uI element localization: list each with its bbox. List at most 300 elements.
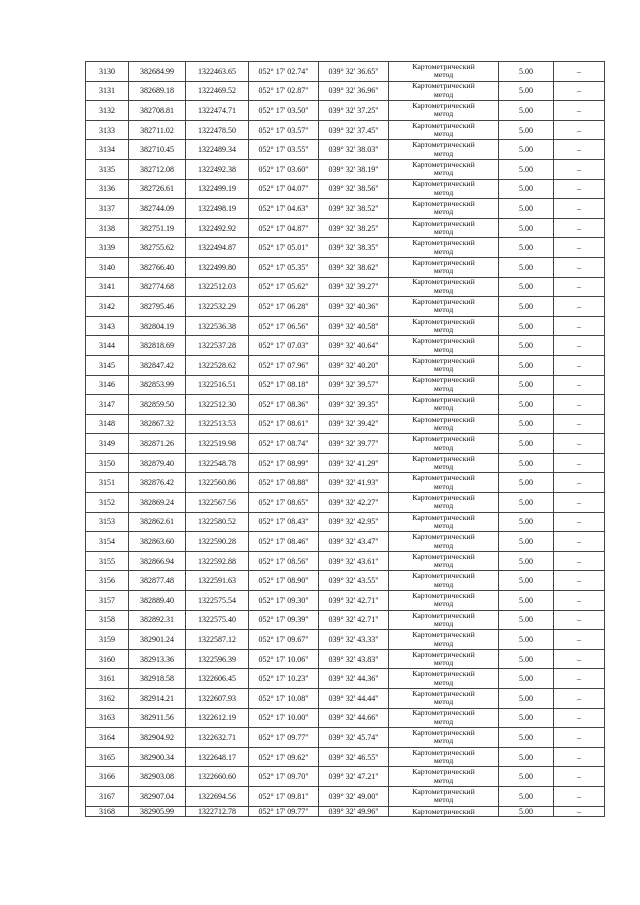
note-cell: – — [554, 610, 605, 630]
longitude-cell: 039° 32' 42.71" — [319, 591, 389, 611]
method-label-line2: метод — [433, 677, 454, 687]
method-cell — [389, 532, 499, 552]
table-row — [86, 630, 605, 650]
accuracy-cell: 5.00 — [499, 532, 554, 552]
method-label-line1: Картометрический — [412, 688, 475, 698]
x-coordinate-cell: 382911.56 — [129, 708, 186, 728]
x-coordinate-cell: 382905.99 — [129, 806, 186, 816]
method-cell — [389, 708, 499, 728]
method-cell — [389, 591, 499, 611]
latitude-cell: 052° 17' 07.03" — [249, 336, 319, 356]
method-label-line1: Картометрический — [412, 120, 475, 130]
note-cell: – — [554, 355, 605, 375]
x-coordinate-cell: 382744.09 — [129, 199, 186, 219]
method-label-line1: Картометрический — [412, 610, 475, 620]
latitude-cell: 052° 17' 10.06" — [249, 649, 319, 669]
method-label-line2: метод — [433, 344, 454, 354]
longitude-cell: 039° 32' 38.62" — [319, 257, 389, 277]
table-row — [86, 336, 605, 356]
table-row — [86, 414, 605, 434]
latitude-cell: 052° 17' 09.67" — [249, 630, 319, 650]
accuracy-cell: 5.00 — [499, 786, 554, 806]
method-label-line2: метод — [433, 109, 454, 119]
note-cell: – — [554, 101, 605, 121]
note-cell: – — [554, 395, 605, 415]
method-label-line1: Картометрический — [412, 297, 475, 307]
method-cell — [389, 610, 499, 630]
y-coordinate-cell: 1322596.39 — [186, 649, 249, 669]
point-number-cell: 3145 — [86, 355, 129, 375]
method-cell — [389, 414, 499, 434]
x-coordinate-cell: 382892.31 — [129, 610, 186, 630]
point-number-cell: 3158 — [86, 610, 129, 630]
latitude-cell: 052° 17' 08.56" — [249, 551, 319, 571]
x-coordinate-cell: 382867.32 — [129, 414, 186, 434]
table-row — [86, 434, 605, 454]
table-row — [86, 238, 605, 258]
longitude-cell: 039° 32' 40.36" — [319, 297, 389, 317]
accuracy-cell: 5.00 — [499, 571, 554, 591]
method-cell — [389, 669, 499, 689]
table-row — [86, 767, 605, 787]
note-cell: – — [554, 453, 605, 473]
table-row — [86, 806, 605, 816]
accuracy-cell: 5.00 — [499, 140, 554, 160]
latitude-cell: 052° 17' 10.23" — [249, 669, 319, 689]
point-number-cell: 3154 — [86, 532, 129, 552]
latitude-cell: 052° 17' 05.62" — [249, 277, 319, 297]
point-number-cell: 3142 — [86, 297, 129, 317]
method-label-line2: метод — [433, 442, 454, 452]
method-label-line2: метод — [433, 501, 454, 511]
point-number-cell: 3134 — [86, 140, 129, 160]
note-cell: – — [554, 414, 605, 434]
method-label-line1: Картометрический — [412, 551, 475, 561]
accuracy-cell: 5.00 — [499, 81, 554, 101]
table-row — [86, 473, 605, 493]
y-coordinate-cell: 1322513.53 — [186, 414, 249, 434]
table-row — [86, 159, 605, 179]
latitude-cell: 052° 17' 09.39" — [249, 610, 319, 630]
note-cell: – — [554, 571, 605, 591]
y-coordinate-cell: 1322498.19 — [186, 199, 249, 219]
note-cell: – — [554, 159, 605, 179]
note-cell: – — [554, 591, 605, 611]
method-label-line1: Картометрический — [412, 492, 475, 502]
point-number-cell: 3140 — [86, 257, 129, 277]
longitude-cell: 039° 32' 36.96" — [319, 81, 389, 101]
method-label-line2: метод — [433, 207, 454, 217]
note-cell: – — [554, 708, 605, 728]
point-number-cell: 3148 — [86, 414, 129, 434]
point-number-cell: 3165 — [86, 747, 129, 767]
method-label-line2: метод — [433, 285, 454, 295]
y-coordinate-cell: 1322512.03 — [186, 277, 249, 297]
note-cell: – — [554, 62, 605, 82]
y-coordinate-cell: 1322587.12 — [186, 630, 249, 650]
point-number-cell: 3133 — [86, 120, 129, 140]
x-coordinate-cell: 382907.04 — [129, 786, 186, 806]
accuracy-cell: 5.00 — [499, 277, 554, 297]
x-coordinate-cell: 382918.58 — [129, 669, 186, 689]
point-number-cell: 3168 — [86, 806, 129, 816]
method-label-line1: Картометрический — [412, 806, 475, 816]
x-coordinate-cell: 382804.19 — [129, 316, 186, 336]
point-number-cell: 3159 — [86, 630, 129, 650]
latitude-cell: 052° 17' 09.30" — [249, 591, 319, 611]
y-coordinate-cell: 1322548.78 — [186, 453, 249, 473]
method-cell — [389, 551, 499, 571]
method-label-line2: метод — [433, 481, 454, 491]
longitude-cell: 039° 32' 37.25" — [319, 101, 389, 121]
method-label-line2: метод — [433, 89, 454, 99]
method-cell — [389, 689, 499, 709]
point-number-cell: 3150 — [86, 453, 129, 473]
note-cell: – — [554, 434, 605, 454]
method-label-line2: метод — [433, 305, 454, 315]
method-label-line1: Картометрический — [412, 316, 475, 326]
point-number-cell: 3139 — [86, 238, 129, 258]
accuracy-cell: 5.00 — [499, 375, 554, 395]
accuracy-cell: 5.00 — [499, 610, 554, 630]
note-cell: – — [554, 786, 605, 806]
table-row — [86, 512, 605, 532]
latitude-cell: 052° 17' 10.00" — [249, 708, 319, 728]
accuracy-cell: 5.00 — [499, 669, 554, 689]
latitude-cell: 052° 17' 09.70" — [249, 767, 319, 787]
y-coordinate-cell: 1322632.71 — [186, 728, 249, 748]
latitude-cell: 052° 17' 03.60" — [249, 159, 319, 179]
y-coordinate-cell: 1322607.93 — [186, 689, 249, 709]
accuracy-cell: 5.00 — [499, 257, 554, 277]
method-label-line1: Картометрический — [412, 238, 475, 248]
table-row — [86, 728, 605, 748]
accuracy-cell: 5.00 — [499, 473, 554, 493]
point-number-cell: 3151 — [86, 473, 129, 493]
y-coordinate-cell: 1322499.19 — [186, 179, 249, 199]
point-number-cell: 3130 — [86, 62, 129, 82]
point-number-cell: 3166 — [86, 767, 129, 787]
table-row — [86, 375, 605, 395]
accuracy-cell: 5.00 — [499, 395, 554, 415]
x-coordinate-cell: 382774.68 — [129, 277, 186, 297]
table-row — [86, 747, 605, 767]
accuracy-cell: 5.00 — [499, 434, 554, 454]
longitude-cell: 039° 32' 49.00" — [319, 786, 389, 806]
accuracy-cell: 5.00 — [499, 728, 554, 748]
accuracy-cell: 5.00 — [499, 806, 554, 816]
y-coordinate-cell: 1322660.60 — [186, 767, 249, 787]
x-coordinate-cell: 382711.02 — [129, 120, 186, 140]
method-label-line1: Картометрический — [412, 786, 475, 796]
note-cell: – — [554, 81, 605, 101]
accuracy-cell: 5.00 — [499, 120, 554, 140]
method-cell — [389, 159, 499, 179]
method-cell — [389, 786, 499, 806]
x-coordinate-cell: 382901.24 — [129, 630, 186, 650]
note-cell: – — [554, 728, 605, 748]
accuracy-cell: 5.00 — [499, 649, 554, 669]
x-coordinate-cell: 382853.99 — [129, 375, 186, 395]
table-row — [86, 689, 605, 709]
accuracy-cell: 5.00 — [499, 355, 554, 375]
longitude-cell: 039° 32' 40.64" — [319, 336, 389, 356]
y-coordinate-cell: 1322567.56 — [186, 493, 249, 513]
table-row — [86, 277, 605, 297]
method-label-line1: Картометрический — [412, 630, 475, 640]
latitude-cell: 052° 17' 09.62" — [249, 747, 319, 767]
method-label-line1: Картометрический — [412, 649, 475, 659]
latitude-cell: 052° 17' 09.77" — [249, 806, 319, 816]
method-label-line1: Картометрический — [412, 434, 475, 444]
y-coordinate-cell: 1322575.54 — [186, 591, 249, 611]
method-cell — [389, 316, 499, 336]
method-label-line1: Картометрический — [412, 81, 475, 91]
method-label-line1: Картометрический — [412, 473, 475, 483]
longitude-cell: 039° 32' 41.29" — [319, 453, 389, 473]
longitude-cell: 039° 32' 41.93" — [319, 473, 389, 493]
x-coordinate-cell: 382866.94 — [129, 551, 186, 571]
longitude-cell: 039° 32' 38.03" — [319, 140, 389, 160]
point-number-cell: 3149 — [86, 434, 129, 454]
y-coordinate-cell: 1322592.88 — [186, 551, 249, 571]
table-row — [86, 355, 605, 375]
note-cell: – — [554, 649, 605, 669]
latitude-cell: 052° 17' 02.74" — [249, 62, 319, 82]
method-label-line2: метод — [433, 540, 454, 550]
point-number-cell: 3153 — [86, 512, 129, 532]
latitude-cell: 052° 17' 08.18" — [249, 375, 319, 395]
longitude-cell: 039° 32' 37.45" — [319, 120, 389, 140]
latitude-cell: 052° 17' 08.74" — [249, 434, 319, 454]
method-cell — [389, 649, 499, 669]
y-coordinate-cell: 1322606.45 — [186, 669, 249, 689]
point-number-cell: 3136 — [86, 179, 129, 199]
x-coordinate-cell: 382913.36 — [129, 649, 186, 669]
method-cell — [389, 140, 499, 160]
y-coordinate-cell: 1322494.87 — [186, 238, 249, 258]
y-coordinate-cell: 1322489.34 — [186, 140, 249, 160]
x-coordinate-cell: 382795.46 — [129, 297, 186, 317]
method-label-line2: метод — [433, 658, 454, 668]
method-label-line1: Картометрический — [412, 512, 475, 522]
table-row — [86, 257, 605, 277]
point-number-cell: 3161 — [86, 669, 129, 689]
y-coordinate-cell: 1322519.98 — [186, 434, 249, 454]
x-coordinate-cell: 382879.40 — [129, 453, 186, 473]
accuracy-cell: 5.00 — [499, 62, 554, 82]
method-label-line1: Картометрический — [412, 708, 475, 718]
point-number-cell: 3163 — [86, 708, 129, 728]
x-coordinate-cell: 382903.08 — [129, 767, 186, 787]
method-label-line2: метод — [433, 422, 454, 432]
longitude-cell: 039° 32' 44.36" — [319, 669, 389, 689]
longitude-cell: 039° 32' 44.66" — [319, 708, 389, 728]
longitude-cell: 039° 32' 43.55" — [319, 571, 389, 591]
latitude-cell: 052° 17' 03.55" — [249, 140, 319, 160]
method-label-line2: метод — [433, 756, 454, 766]
y-coordinate-cell: 1322612.19 — [186, 708, 249, 728]
method-cell — [389, 493, 499, 513]
method-label-line1: Картометрический — [412, 159, 475, 169]
accuracy-cell: 5.00 — [499, 747, 554, 767]
longitude-cell: 039° 32' 49.96" — [319, 806, 389, 816]
table-row — [86, 62, 605, 82]
x-coordinate-cell: 382689.18 — [129, 81, 186, 101]
method-label-line1: Картометрический — [412, 257, 475, 267]
latitude-cell: 052° 17' 04.07" — [249, 179, 319, 199]
y-coordinate-cell: 1322537.28 — [186, 336, 249, 356]
x-coordinate-cell: 382900.34 — [129, 747, 186, 767]
longitude-cell: 039° 32' 36.65" — [319, 62, 389, 82]
method-cell — [389, 355, 499, 375]
accuracy-cell: 5.00 — [499, 179, 554, 199]
method-cell — [389, 395, 499, 415]
y-coordinate-cell: 1322712.78 — [186, 806, 249, 816]
method-cell — [389, 238, 499, 258]
method-label-line2: метод — [433, 462, 454, 472]
note-cell: – — [554, 669, 605, 689]
longitude-cell: 039° 32' 40.20" — [319, 355, 389, 375]
table-row — [86, 669, 605, 689]
accuracy-cell: 5.00 — [499, 767, 554, 787]
latitude-cell: 052° 17' 02.87" — [249, 81, 319, 101]
x-coordinate-cell: 382876.42 — [129, 473, 186, 493]
longitude-cell: 039° 32' 43.83" — [319, 649, 389, 669]
x-coordinate-cell: 382871.26 — [129, 434, 186, 454]
longitude-cell: 039° 32' 38.25" — [319, 218, 389, 238]
method-label-line2: метод — [433, 579, 454, 589]
x-coordinate-cell: 382847.42 — [129, 355, 186, 375]
accuracy-cell: 5.00 — [499, 218, 554, 238]
longitude-cell: 039° 32' 38.35" — [319, 238, 389, 258]
method-label-line1: Картометрический — [412, 414, 475, 424]
table-row — [86, 179, 605, 199]
latitude-cell: 052° 17' 08.36" — [249, 395, 319, 415]
point-number-cell: 3156 — [86, 571, 129, 591]
longitude-cell: 039° 32' 42.27" — [319, 493, 389, 513]
table-row — [86, 101, 605, 121]
latitude-cell: 052° 17' 03.57" — [249, 120, 319, 140]
point-number-cell: 3138 — [86, 218, 129, 238]
y-coordinate-cell: 1322492.38 — [186, 159, 249, 179]
x-coordinate-cell: 382869.24 — [129, 493, 186, 513]
y-coordinate-cell: 1322528.62 — [186, 355, 249, 375]
accuracy-cell: 5.00 — [499, 551, 554, 571]
latitude-cell: 052° 17' 06.56" — [249, 316, 319, 336]
point-number-cell: 3144 — [86, 336, 129, 356]
latitude-cell: 052° 17' 05.35" — [249, 257, 319, 277]
method-cell — [389, 747, 499, 767]
method-label-line1: Картометрический — [412, 375, 475, 385]
method-label-line1: Картометрический — [412, 728, 475, 738]
method-label-line1: Картометрический — [412, 179, 475, 189]
y-coordinate-cell: 1322575.40 — [186, 610, 249, 630]
x-coordinate-cell: 382766.40 — [129, 257, 186, 277]
method-label-line1: Картометрический — [412, 590, 475, 600]
y-coordinate-cell: 1322478.50 — [186, 120, 249, 140]
latitude-cell: 052° 17' 08.88" — [249, 473, 319, 493]
method-cell — [389, 199, 499, 219]
point-number-cell: 3146 — [86, 375, 129, 395]
accuracy-cell: 5.00 — [499, 297, 554, 317]
accuracy-cell: 5.00 — [499, 512, 554, 532]
longitude-cell: 039° 32' 39.42" — [319, 414, 389, 434]
note-cell: – — [554, 532, 605, 552]
x-coordinate-cell: 382726.61 — [129, 179, 186, 199]
point-number-cell: 3132 — [86, 101, 129, 121]
x-coordinate-cell: 382863.60 — [129, 532, 186, 552]
x-coordinate-cell: 382684.99 — [129, 62, 186, 82]
method-label-line2: метод — [433, 736, 454, 746]
note-cell: – — [554, 277, 605, 297]
method-label-line2: метод — [433, 403, 454, 413]
point-number-cell: 3131 — [86, 81, 129, 101]
y-coordinate-cell: 1322694.56 — [186, 786, 249, 806]
y-coordinate-cell: 1322580.52 — [186, 512, 249, 532]
latitude-cell: 052° 17' 06.28" — [249, 297, 319, 317]
accuracy-cell: 5.00 — [499, 708, 554, 728]
method-cell — [389, 218, 499, 238]
accuracy-cell: 5.00 — [499, 238, 554, 258]
method-label-line1: Картометрический — [412, 747, 475, 757]
method-label-line2: метод — [433, 266, 454, 276]
note-cell: – — [554, 630, 605, 650]
table-row — [86, 532, 605, 552]
method-label-line2: метод — [433, 697, 454, 707]
longitude-cell: 039° 32' 47.21" — [319, 767, 389, 787]
accuracy-cell: 5.00 — [499, 414, 554, 434]
table-row — [86, 571, 605, 591]
longitude-cell: 039° 32' 39.35" — [319, 395, 389, 415]
y-coordinate-cell: 1322532.29 — [186, 297, 249, 317]
note-cell: – — [554, 199, 605, 219]
latitude-cell: 052° 17' 10.08" — [249, 689, 319, 709]
note-cell: – — [554, 179, 605, 199]
longitude-cell: 039° 32' 42.71" — [319, 610, 389, 630]
method-label-line2: метод — [433, 129, 454, 139]
y-coordinate-cell: 1322474.71 — [186, 101, 249, 121]
table-row — [86, 140, 605, 160]
table-row — [86, 297, 605, 317]
method-label-line1: Картометрический — [412, 669, 475, 679]
method-cell — [389, 336, 499, 356]
accuracy-cell: 5.00 — [499, 630, 554, 650]
latitude-cell: 052° 17' 08.43" — [249, 512, 319, 532]
table-row — [86, 199, 605, 219]
note-cell: – — [554, 689, 605, 709]
note-cell: – — [554, 806, 605, 816]
table-row — [86, 120, 605, 140]
method-label-line2: метод — [433, 325, 454, 335]
table-row — [86, 610, 605, 630]
method-label-line2: метод — [433, 70, 454, 80]
method-cell — [389, 101, 499, 121]
note-cell: – — [554, 551, 605, 571]
note-cell: – — [554, 257, 605, 277]
x-coordinate-cell: 382755.62 — [129, 238, 186, 258]
y-coordinate-cell: 1322560.86 — [186, 473, 249, 493]
method-label-line2: метод — [433, 246, 454, 256]
method-label-line1: Картометрический — [412, 453, 475, 463]
accuracy-cell: 5.00 — [499, 199, 554, 219]
x-coordinate-cell: 382708.81 — [129, 101, 186, 121]
accuracy-cell: 5.00 — [499, 336, 554, 356]
method-label-line2: метод — [433, 638, 454, 648]
longitude-cell: 039° 32' 43.33" — [319, 630, 389, 650]
table-row — [86, 316, 605, 336]
table-row — [86, 708, 605, 728]
